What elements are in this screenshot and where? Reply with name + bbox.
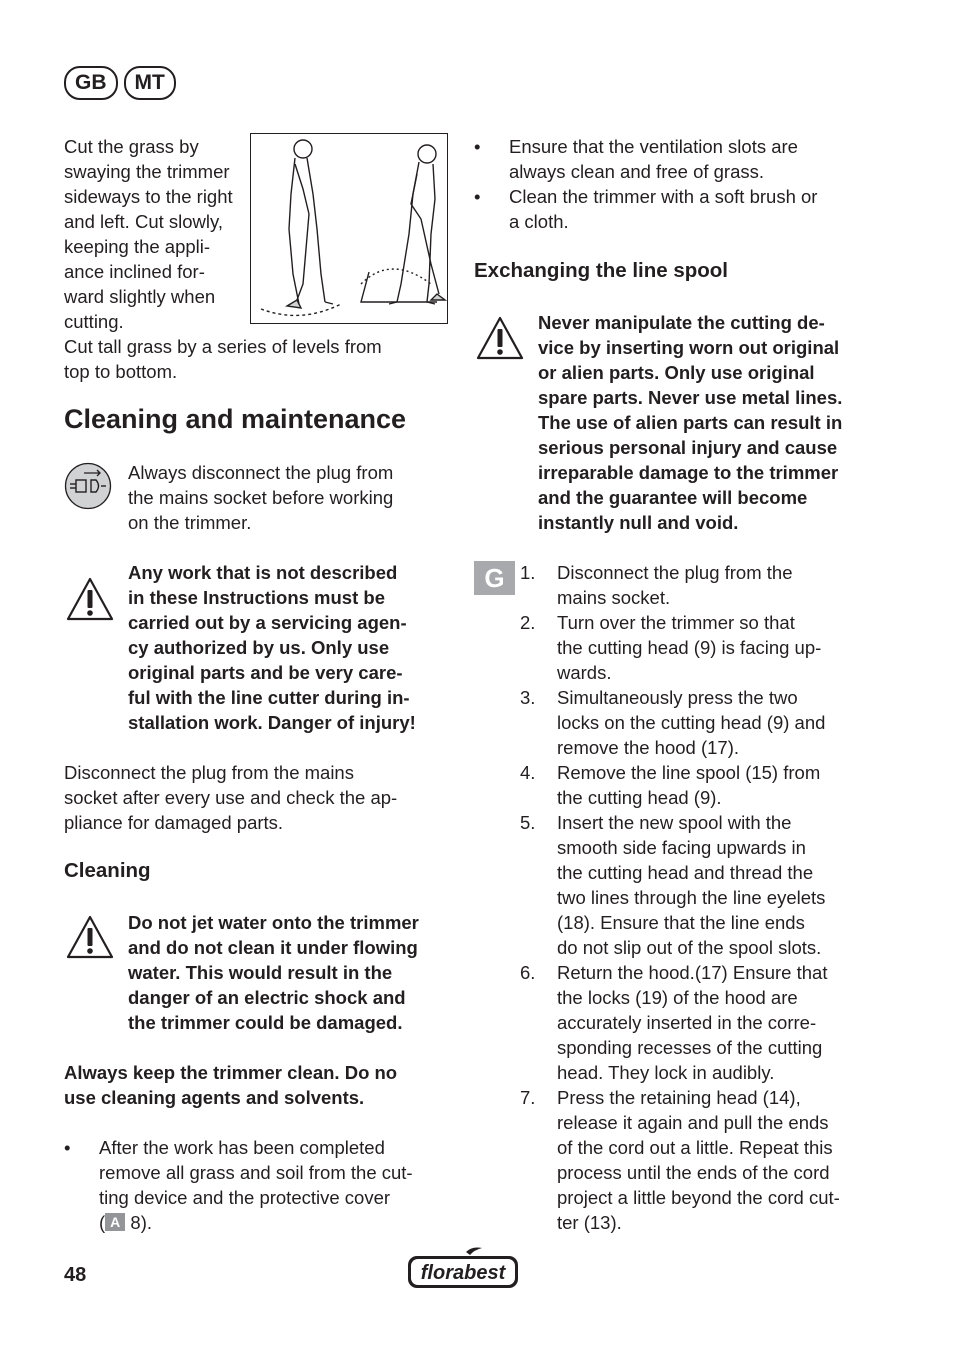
- warning-triangle-icon: [475, 315, 525, 361]
- maintenance-bullets: [474, 134, 874, 234]
- list-item: 3. Simultaneously press the two locks on the cutting head (9) and remove the hood (17).: [520, 687, 826, 758]
- list-item: 7. Press the retaining head (14), release it again and pull the ends of the cord out a little. Repeat this process until the ends of the cord project a little beyond the cord cut- ter (13).: [520, 1087, 840, 1233]
- keep-clean-text: Always keep the trimmer clean. Do no use cleaning agents and solvents.: [64, 1062, 398, 1108]
- warning-parts-text: Never manipulate the cutting de- vice by inserting worn out original or alien parts. Only use original spare parts. Never use metal lines. The use of alien parts can result in serious personal injury and cause irreparable damage to the trimmer and the guarantee will become instantly null and void.: [538, 312, 843, 533]
- plug-note-text: Always disconnect the plug from the mains socket before working on the trimmer.: [128, 462, 394, 533]
- trimming-illustration: [250, 133, 448, 324]
- spool-section-title: Exchanging the line spool: [474, 259, 728, 282]
- section-title: Cleaning and maintenance: [64, 404, 407, 434]
- warning-triangle-icon: [65, 576, 115, 622]
- svg-text:florabest: florabest: [420, 1262, 506, 1284]
- spool-steps: [474, 560, 874, 1235]
- page-number: 48: [64, 1264, 87, 1286]
- figure-g-badge: G: [474, 561, 515, 595]
- plug-disconnect-icon: [64, 462, 112, 510]
- intro-text: Cut the grass by swaying the trimmer sideways to the right and left. Cut slowly, keeping the appli- ance inclined for- ward slightly when cutting.: [64, 136, 233, 332]
- list-item: • Ensure that the ventilation slots are always clean and free of grass.: [474, 136, 798, 182]
- list-item: 4. Remove the line spool (15) from the cutting head (9).: [520, 762, 821, 808]
- warning-water-text: Do not jet water onto the trimmer and do not clean it under flowing water. This would result in the danger of an electric shock and the trimmer could be damaged.: [128, 912, 419, 1033]
- warning-triangle-icon: [65, 914, 115, 960]
- language-badges: [64, 66, 176, 100]
- language-badge-gb: GB: [64, 66, 118, 100]
- florabest-logo: [406, 1246, 520, 1290]
- tall-grass-text: Cut tall grass by a series of levels from top to bottom.: [64, 336, 382, 382]
- cleaning-title: Cleaning: [64, 859, 151, 882]
- cleaning-bullets: [64, 1135, 454, 1235]
- person-trimming-illustration: [251, 134, 447, 323]
- list-item: 1. Disconnect the plug from the mains socket.: [520, 562, 793, 608]
- list-item: 5. Insert the new spool with the smooth side facing upwards in the cutting head and thread the two lines through the line eyelets (18). Ensure that the line ends do not slip out of the spool slots.: [520, 812, 826, 958]
- list-item: 6. Return the hood.(17) Ensure that the locks (19) of the hood are accurately inserted in the corre- sponding recesses of the cutting head. They lock in audibly.: [520, 962, 828, 1083]
- warning-servicing-text: Any work that is not described in these Instructions must be carried out by a servicing agen- cy authorized by us. Only use original parts and be very care- ful with the line cutter during in- stallation work. Danger of injury!: [128, 562, 416, 733]
- language-badge-mt: MT: [124, 66, 176, 100]
- list-item: • Clean the trimmer with a soft brush or a cloth.: [474, 186, 818, 232]
- figure-reference-badge: A: [105, 1213, 125, 1231]
- list-item: 2. Turn over the trimmer so that the cutting head (9) is facing up- wards.: [520, 612, 822, 683]
- disconnect-text: Disconnect the plug from the mains socket after every use and check the ap- pliance for damaged parts.: [64, 762, 398, 833]
- list-item: • After the work has been completed remove all grass and soil from the cut- ting device and the protective cover ( A 8).: [64, 1137, 413, 1233]
